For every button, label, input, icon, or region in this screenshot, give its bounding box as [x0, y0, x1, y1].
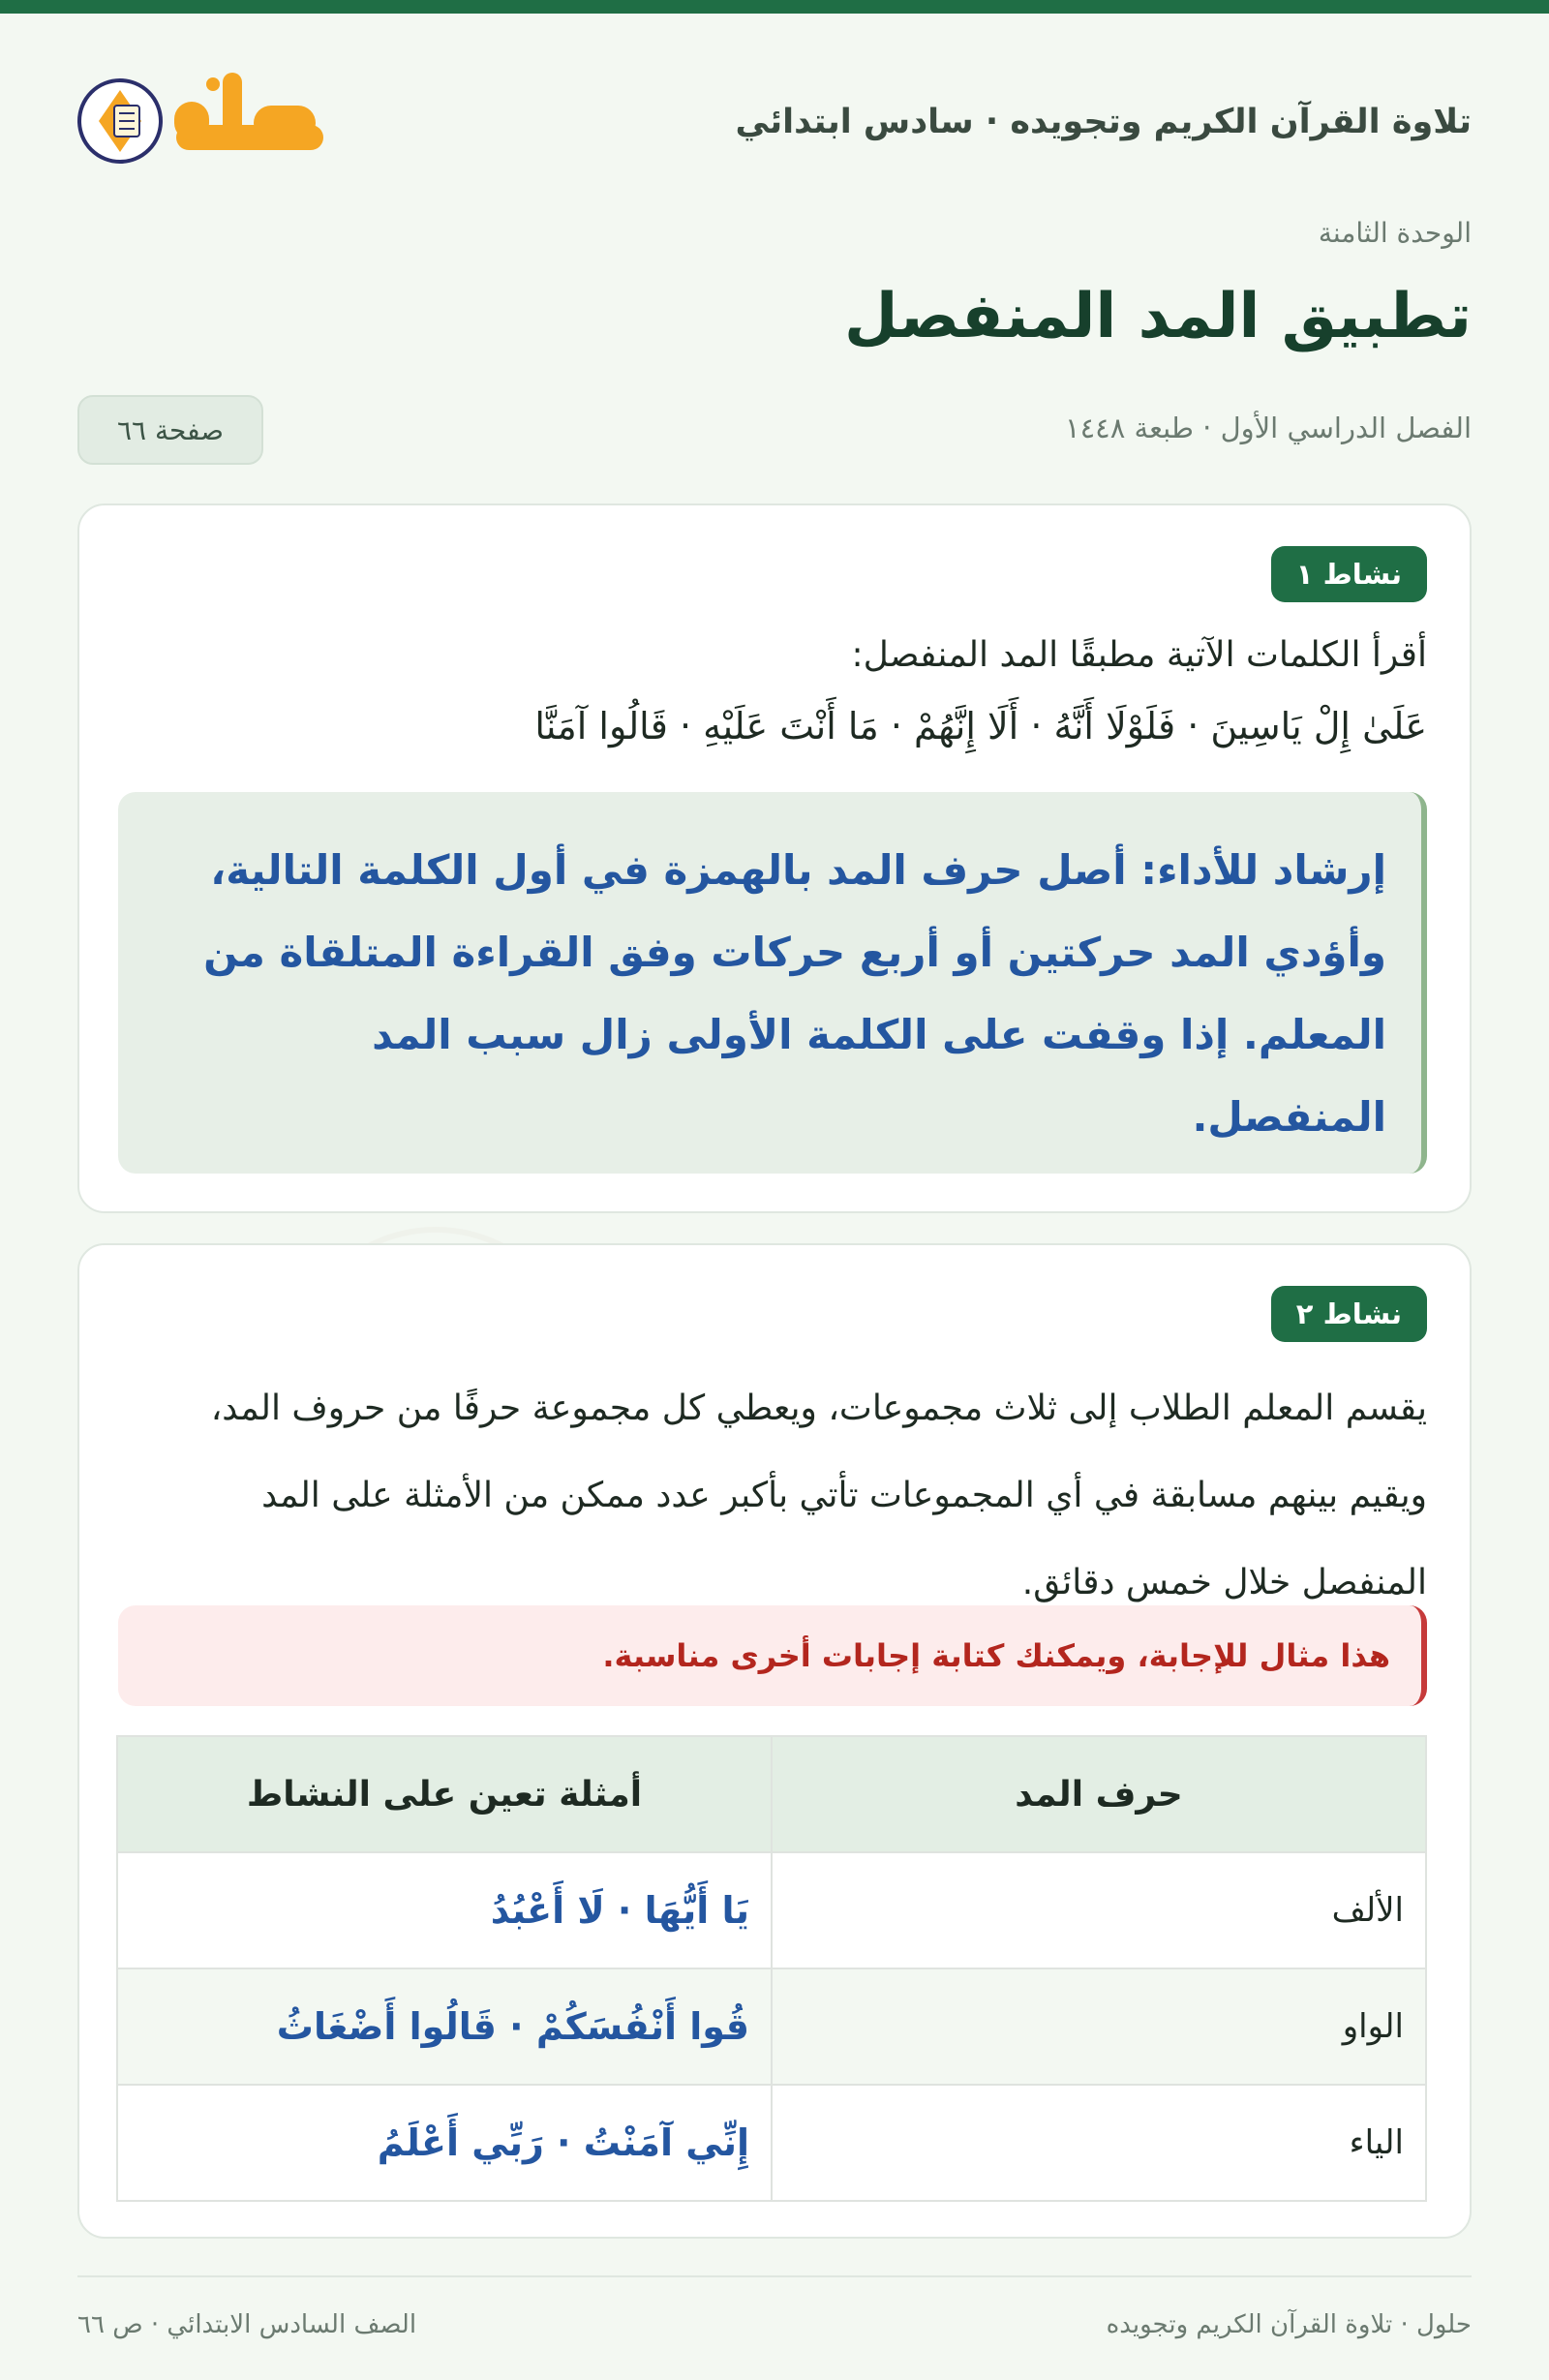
table-header-row — [117, 1736, 1426, 1852]
activity-1-verses: عَلَىٰ إِلْ يَاسِينَ · فَلَوْلَا أَنَّهُ · أَلَا إِنَّهُمْ · مَا أَنْتَ عَلَيْهِ · قَالُوا آمَنَّا — [534, 705, 1427, 748]
activity-1-badge: نشاط ١ — [1271, 546, 1427, 602]
footer-divider — [77, 2275, 1472, 2277]
examples-cell: يَا أَيُّهَا · لَا أَعْبُدُ — [117, 1852, 772, 1968]
unit-label: الوحدة الثامنة — [1318, 217, 1472, 249]
table-row — [117, 1852, 1426, 1968]
activity-2-card — [77, 1243, 1472, 2239]
page-number-badge: صفحة ٦٦ — [77, 395, 263, 465]
activity-1-instruction: أقرأ الكلمات الآتية مطبقًا المد المنفصل: — [851, 635, 1427, 675]
page-header — [77, 58, 1472, 184]
letter-cell: الياء — [772, 2085, 1426, 2201]
book-title: تلاوة القرآن الكريم وتجويده · سادس ابتدائي — [735, 103, 1472, 141]
top-accent-bar — [0, 0, 1549, 14]
table-row — [117, 2085, 1426, 2201]
activity-2-text: يقسم المعلم الطلاب إلى ثلاث مجموعات، ويعطي كل مجموعة حرفًا من حروف المد، ويقيم بينهم مسابقة في أي المجموعات تأتي بأكبر عدد ممكن من الأمثلة على المد المنفصل خلال خمس دقائق. — [210, 1388, 1427, 1602]
footer-book-name: حلول · تلاوة القرآن الكريم وتجويده — [1106, 2310, 1472, 2339]
activity-1-card — [77, 503, 1472, 1213]
page-title: تطبيق المد المنفصل — [844, 281, 1472, 352]
answer-note: هذا مثال للإجابة، ويمكنك كتابة إجابات أخرى مناسبة. — [118, 1605, 1427, 1706]
activity-2-badge: نشاط ٢ — [1271, 1286, 1427, 1342]
semester-meta: الفصل الدراسي الأول · طبعة ١٤٤٨ — [1065, 412, 1472, 444]
answers-table — [116, 1735, 1427, 2202]
guidance-box: إرشاد للأداء: أصل حرف المد بالهمزة في أول الكلمة التالية، وأؤدي المد حركتين أو أربع حركات وفق القراءة المتلقاة من المعلم. إذا وقفت على الكلمة الأولى زال سبب المد المنفصل. — [118, 792, 1427, 1174]
table-row — [117, 1968, 1426, 2085]
examples-cell: إِنِّي آمَنْتُ · رَبِّي أَعْلَمُ — [117, 2085, 772, 2201]
examples-cell: قُوا أَنْفُسَكُمْ · قَالُوا أَضْغَاثُ — [117, 1968, 772, 2085]
header-letter: حرف المد — [772, 1736, 1426, 1852]
footer-grade-page: الصف السادس الابتدائي · ص ٦٦ — [77, 2310, 417, 2339]
letter-cell: الواو — [772, 1968, 1426, 2085]
header-examples: أمثلة تعين على النشاط — [117, 1736, 772, 1852]
hulul-logo[interactable] — [77, 63, 349, 169]
letter-cell: الألف — [772, 1852, 1426, 1968]
